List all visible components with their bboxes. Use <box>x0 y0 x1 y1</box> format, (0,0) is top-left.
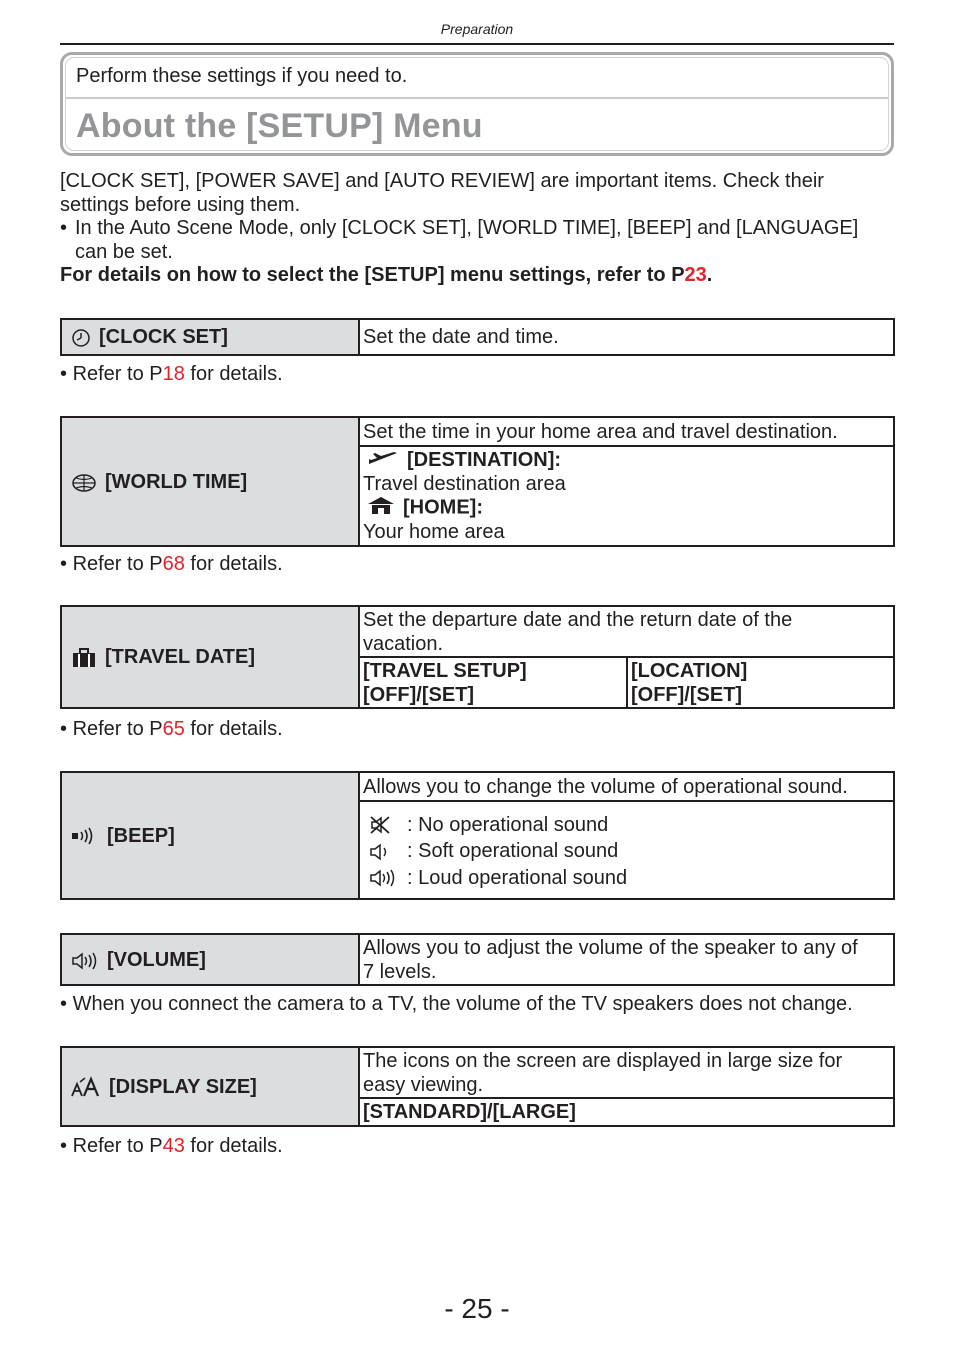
volume-label: [VOLUME] <box>107 948 206 971</box>
clock-set-ref: • Refer to P18 for details. <box>60 363 283 385</box>
home-icon <box>367 496 395 521</box>
airplane-icon <box>367 449 399 473</box>
travel-date-label: [TRAVEL DATE] <box>105 646 255 669</box>
bullet-icon: • <box>60 993 73 1015</box>
clock-set-label: [CLOCK SET] <box>99 326 228 349</box>
home-row: [HOME]: <box>363 496 889 521</box>
suitcase-icon <box>71 648 97 668</box>
intro-bullet <box>60 217 900 264</box>
intro-line-1: [CLOCK SET], [POWER SAVE] and [AUTO REVIEW] are important items. Check their <box>60 170 824 192</box>
beep-label: [BEEP] <box>107 824 175 847</box>
display-size-options: [STANDARD]/[LARGE] <box>359 1098 894 1126</box>
bullet-icon: • <box>60 363 73 385</box>
intro-paragraph <box>60 170 900 288</box>
title-divider <box>66 97 888 99</box>
display-size-desc: The icons on the screen are displayed in large size for easy viewing. <box>359 1047 894 1098</box>
world-time-desc: Set the time in your home area and travel destination. <box>359 417 894 446</box>
volume-table <box>60 933 895 986</box>
clock-icon <box>71 328 91 348</box>
speaker-loud-icon <box>369 868 407 888</box>
beep-option-soft: : Soft operational sound <box>369 839 889 866</box>
details-prefix: For details on how to select the [SETUP] menu settings, refer to P <box>60 264 685 286</box>
clock-set-desc: Set the date and time. <box>359 319 894 355</box>
globe-icon <box>71 473 97 493</box>
travel-date-ref: • Refer to P65 for details. <box>60 718 283 740</box>
page-number: - 25 - <box>444 1293 510 1324</box>
details-suffix: . <box>706 264 713 286</box>
travel-date-desc: Set the departure date and the return date of the vacation. <box>359 606 894 657</box>
speaker-icon <box>71 951 99 971</box>
page-title: About the [SETUP] Menu <box>76 107 483 145</box>
world-time-label-cell <box>61 417 359 546</box>
volume-desc: Allows you to adjust the volume of the speaker to any of 7 levels. <box>359 934 894 985</box>
world-time-page-link[interactable]: 68 <box>162 553 185 575</box>
beep-desc: Allows you to change the volume of operational sound. <box>359 772 894 801</box>
beep-icon <box>71 826 99 846</box>
bullet-icon: • <box>60 718 73 740</box>
display-size-ref: • Refer to P43 for details. <box>60 1135 283 1157</box>
beep-option-loud: : Loud operational sound <box>369 865 889 892</box>
title-intro: Perform these settings if you need to. <box>76 65 408 87</box>
title-box <box>60 52 894 156</box>
header-rule <box>60 43 894 45</box>
volume-label-cell <box>61 934 359 985</box>
details-reference <box>60 264 900 288</box>
bullet-icon: • <box>60 217 68 239</box>
travel-date-table <box>60 605 895 709</box>
home-text: Your home area <box>363 520 505 543</box>
beep-options <box>359 801 894 899</box>
display-size-icon <box>71 1076 101 1098</box>
bullet-icon: • <box>60 553 73 575</box>
details-page-link[interactable]: 23 <box>684 264 707 286</box>
display-size-page-link[interactable]: 43 <box>162 1135 185 1157</box>
travel-date-label-cell <box>61 606 359 708</box>
travel-setup-option: [TRAVEL SETUP] [OFF]/[SET] <box>359 657 627 708</box>
volume-note: • When you connect the camera to a TV, the volume of the TV speakers does not change. <box>60 993 853 1015</box>
destination-text: Travel destination area <box>363 472 566 495</box>
world-time-table <box>60 416 895 547</box>
world-time-label: [WORLD TIME] <box>105 470 248 493</box>
display-size-label: [DISPLAY SIZE] <box>109 1075 257 1098</box>
location-option: [LOCATION] [OFF]/[SET] <box>627 657 894 708</box>
mute-icon <box>369 815 407 835</box>
section-header: Preparation <box>440 21 514 37</box>
clock-set-table <box>60 318 895 356</box>
travel-date-page-link[interactable]: 65 <box>162 718 185 740</box>
beep-table <box>60 771 895 900</box>
speaker-soft-icon <box>369 842 407 862</box>
beep-label-cell <box>61 772 359 899</box>
intro-bullet-line-2: can be set. <box>75 240 173 263</box>
world-time-ref: • Refer to P68 for details. <box>60 553 283 575</box>
intro-line-2: settings before using them. <box>60 193 301 216</box>
display-size-label-cell <box>61 1047 359 1126</box>
clock-set-label-cell <box>61 319 359 355</box>
intro-bullet-line-1: In the Auto Scene Mode, only [CLOCK SET], [WORLD TIME], [BEEP] and [LANGUAGE] <box>75 217 859 239</box>
clock-set-page-link[interactable]: 18 <box>162 363 185 385</box>
world-time-options <box>359 446 894 546</box>
destination-row: [DESTINATION]: <box>363 449 889 473</box>
beep-option-mute: : No operational sound <box>369 812 889 839</box>
display-size-table <box>60 1046 895 1127</box>
bullet-icon: • <box>60 1135 73 1157</box>
